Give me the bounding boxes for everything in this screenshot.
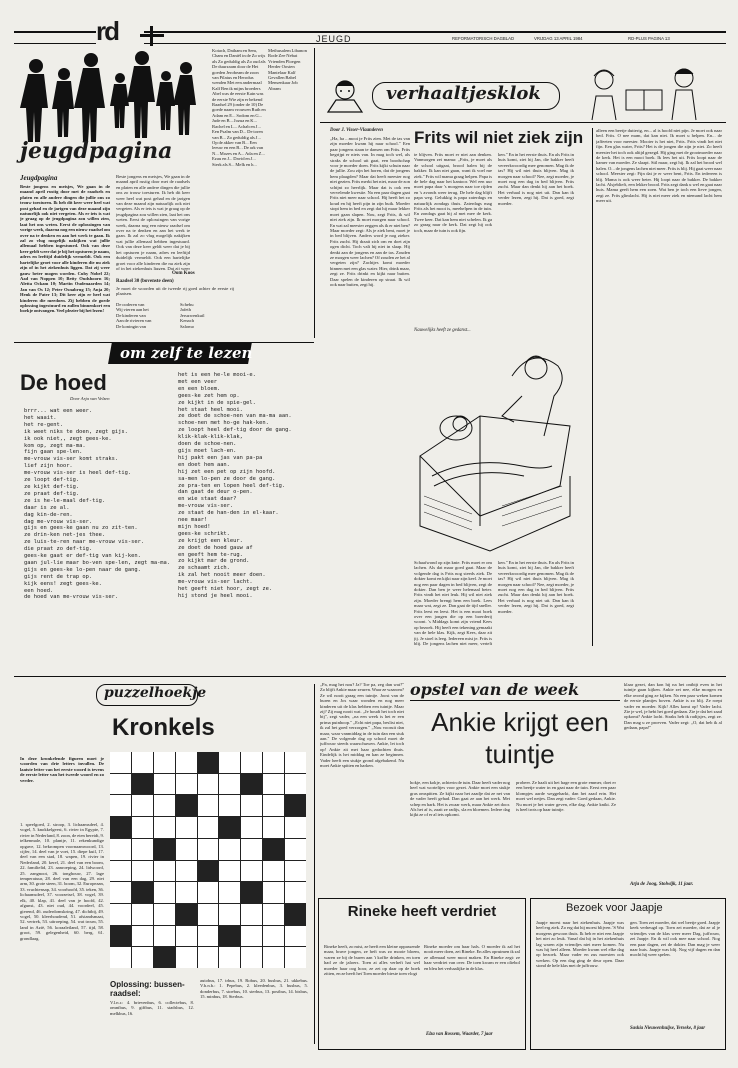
rineke-column-1: Rineke heeft, zo mist, ze heeft een kleine oppassende maar, brave jongen, ze heft was zo mooie bloem, waren ze bij de buren aan 't koffie drinken, en toen had ze de jaloers. Toen at alles verheft hat wel moeder haar oog hoor, ze zei op daar op de boek zitten, en ze heeft het Toen moeder bieste toen vlogt (324, 944, 420, 977)
jeugdpagina-logo-title: jeugdpagina (20, 138, 173, 164)
illustration-caption: Nauwelijks heeft ze gedanst... (414, 328, 471, 333)
story-title-de-hoed: De hoed (20, 370, 107, 395)
poem-left-column: brrr... wat een weer. het waait. het re-gent. ik weet niks te doen, zegt gijs. ik ook niet,, zegt gees-ke. kom op, zegt ma-ma. fijn gaan spe-len. me-vrouw vis-ser komt straks. lief zijn hoor. me-vrouw vis-ser is heel def-tig. ze loopt def-tig. ze kijkt def-tig. ze praat def-tig. ze is he-le-maal def-tig. daar is ze al. dag kin-de-ren. dag me-vrouw vis-ser. gijs en gees-ke gaan nu zo zit-ten. ze drin-ken net-jes thee. ze luis-te-ren naar me-vrouw vis-ser. die praat zo def-tig. gees-ke gaat er def-tig van kij-ken. gaan jul-lie maar bo-ven spe-len, zegt ma-ma. gijs en gees-ke lo-pen naar de gang. gijs rent de trap op. kijk eens! zegt gees-ke. een hoed. de hoed van me-vrouw vis-ser. (24, 408, 171, 601)
puzzle-clues: 1. speelgoed, 2. stroop, 3. lichaamsdeel, 4. vogel, 5. knokkelgeest, 6. rivier in Egypte, 7. rivier in Nederland, 8. zoon, de eten bereidt, 9. telkenmale, 10. plantje, 11. rekenkundige opgave, 12. bekrompen voornaamwoord, 13. cijfer, 14. deel van je voet, 15. diepe kuil, 17. deel van een stad, 18. wapen, 19. rivier in Nederland, 20. kerel, 21. deel van een boom, 22. familielid, 23. aanroeping, 24. lidwoord, 25. zangnoot, 26. tonghouw, 27. lage temperatuur, 28. deel van een dag, 29. niet arm, 30. grote steen, 31. boom, 32. Europeaan, 33. vruchtensap, 34. voorhoofd, 35. teken, 36. lichaamsdeel, 37. voorzetsel, 38. vogel, 39. elk, 40. klap, 41. deel van je hoofd, 42. afgunst, 43. niet oud, 44. voordeel, 45. gierend, 46. ouderdomskring, 47. dichtbij, 49. vogel, 50. kleerhoudend, 51. afstandsmaat, 52. vertrek, 53. uitroeping, 54. wat trouw, 55. land in Azië, 56. koraaleiland, 57. tijd, 58. groot, 59. gelegenheid, 60. berg, 61. grondlaag. (20, 822, 104, 941)
rineke-title: Rineke heeft verdriet (347, 903, 497, 920)
puzzle-intro: In deze kronkelende figuren moet je woorden van drie letters invullen. De laatste letter van het eerste woord is tevens de eerste letter van het tweede woord en zo verder. (20, 756, 104, 783)
logo-cross-mark (140, 26, 164, 46)
opstel-title-ankie: Ankie krijgt een tuintje (431, 707, 609, 769)
raadsel-30-title: Raadsel 30 (bovenste deen) (116, 279, 174, 284)
pair-right-item: Jeruzwenkuil (180, 312, 205, 318)
puzzle-title-kronkels: Kronkels (112, 714, 215, 741)
solution-text-continued: autobus, 17. trbus, 19. Robus, 20. busbus, 21. ukkebus. V.b.n.b.: 1. Pepebus, 2. kleedenbus, 3. busbus, 5. donderbus, 7. stoebus, 10. sterbus, 13. postbus, 14. bisbus, 15. minbus, 18. Sterbus. (200, 978, 308, 1000)
story-column-2: Schaafwond op zijn knie. Frits moet er om lachen. Als dat maar goed gaat. Maar de volgende dag is Frits nog steeds ziek. De dokter komt en kijkt naar zijn keel. Je moet nog een paar dagen in bed blijven, zegt de dokter. Dan ben je weer helemaal beter. Frits vindt het niet leuk. Hij wil niet ziek zijn. Moeder brengt hem een boek. Lees maar wat, zegt ze. Dan gaat de tijd sneller. Frits leest en leest. Het is een mooi boek over een jongen die op een boerderij woont. 's Middags komt zijn vriend Kees op bezoek. Hij heeft een tekening gemaakt van de hele klas. Kijk, zegt Kees, daar zit jij. Je stoel is leeg. Iedereen mist je. Frits is blij. De jongens lachen niet meer, vertelt (414, 560, 492, 646)
section-rule (14, 676, 726, 677)
boy-in-bed-illustration (412, 336, 576, 556)
dateline-paper: REFORMATORISCH DAGBLAD (452, 36, 515, 41)
banner-underline (410, 700, 620, 701)
column-divider (314, 48, 315, 338)
pair-left-item: De ooderen van (116, 302, 145, 307)
opstel-byline: Arja de Joog, Stolwijk, 11 jaar. (630, 882, 694, 887)
solution-title: Oplossing: bussen-raadsel: (110, 980, 185, 998)
story-author: Door J. Visser-Vlaanderen (330, 128, 383, 133)
jaapje-column-1: Jaapje moest naar het ziekenhuis. Jaapje was heel erg ziek. Zo erg dat hij moest blijven. 'S Wat morgens gewoon thuis. Ik heb er niet een Jaapje het niet zo leuk. Vanaf dat hij in het ziekenhuis lag waren zijn vriendjes niet meer komen. Nu was hij heel alleen. Moeder kwam wel elke dag op bezoek. Maar vader en zus moesten ook werken. Op een dag ging de deur open. Daar stond de hele klas met de juffrouw. (536, 920, 624, 969)
column-divider (592, 128, 593, 646)
rineke-column-2: Rineke moeder om haar hals. O moeder ik zal het nooit meer doen, zei Rineke. En alles opruimen ik zal ze allemaal weer mooi maken. En Rineke zegt: ze haar verdriet van over. De toen kwam er een oliebol en bleu het verhaalijke in de klas. (424, 944, 520, 971)
pair-right-item: Salomo (180, 323, 195, 329)
zelf-lezen-banner: om zelf te lezen (120, 344, 253, 362)
opstel-banner: opstel van de week (410, 680, 580, 699)
story-author: Door Arja van Velzen (70, 396, 110, 401)
opstel-column-1: „Pa, mag het nou? Ja? Toe pa, zeg dan wat?" Zo blijft Ankie maar zeuren. Waar ze waarom? Ze wil nooit graag een tuintje. Joost van de buren en Jos waar wonden en nog meer kinderen uit de klas hebben een tuintje. Maar zij? Zij mag nooit wat. „Je houdt het toch niet bij", zegt vader, „na een week is het er een prima puinhoop." „Echt niet papa, beslist niet, ik zal het goed verzorgen." „Nou vooruit dan maar, waar vanmiddag in de tuin dan een stuk aan." De volgende dag op school moet de juffrouw steeds waarschuwen. Ankie, let toch op! Ankie zit met haar gedachten thuis. Eindelijk is het middag en kan ze beginnen. Vader heeft een stukje grond afgebakend. Nu moet Ankie spitten en harken. (320, 682, 404, 769)
pair-left-item: De koningin van (116, 323, 147, 329)
pair-left-item: De kinderen van (116, 312, 146, 318)
rineke-byline: Elza van Rossem, Waarder, 7 jaar (426, 1032, 493, 1037)
dateline-date: VRIJDAG 13 APRIL 1984 (534, 36, 583, 41)
story-column-4: ken." En in het eerste thuis. En als Frits in huis komt, ziet hij Jan, die bakker heeft vereerkwoordig mee genomen. Mag ik de tas? Hij wil niet thuis blijven. Mag ik morgen naar school? Nee, zegt moeder, je moet nog een dag in bed blijven. Frits zucht. Maar dan denkt hij aan het boek. Het verhaal is nog niet uit. Dan kan ik verder lezen, zegt hij. Dat is goed, zegt moeder. (498, 152, 574, 206)
pair-right-item: Schebu (180, 302, 194, 307)
pair-left-item: Wij vieren aan het (116, 307, 149, 313)
story-column-1: „Ha, ha ...mooi je Frits zien. Met de tas van zijn moeder kwam hij naar school." Een paar jongens staan te dansen om Frits. Frits begrijpt er niets van. In mag toch wel, als straks de school uit gaat, een boodschap voor je moeder doen. Frits kijkt schuin naar de jullie. Zou zijn het horen, dat de jongens hem plaagden? Maar dat heeft meester nog niet gezien. Frits merkt het niet, maar de zon schijnt zo heerlijk. Maar dat is ook een vervelende kwestie. Na een paar dagen gaat Frits niet meer naar school. Hij heeft het zo koud en hij heeft pijn in zijn buik. Moeder stopt hem in bed en zegt dat hij maar lekker moet gaan slapen. Nou, zegt Frits, ik wil niet ziek zijn. Ik moet morgen naar school. En wat zal meester zeggen als ik er niet ben? Maar moeder zegt: Als je ziek bent, moet je in bed blijven. Anders word je nog zieker. Frits zucht. Hij draait zich om en doet zijn ogen dicht. Toch valt hij niet in slaap. Hij denkt aan de jongens en aan de tas. Zouden ze morgen weer lachen? Of zouden ze het al vergeten zijn? Zachtjes komt moeder binnen met een glas water. Hier, drink maar, zegt ze. Frits drinkt en kijkt naar buiten. Daar spelen de kinderen op straat. Ik wil ook naar buiten, zegt hij. (330, 136, 410, 287)
story-title-frits: Frits wil niet ziek zijn (414, 128, 584, 147)
solution-text: V.l.n.r.: 4. brievenbus, 6. collectebus, 8. omnibus, 9. giftbus, 11. stadsbus, 12. melkbus, 16. (110, 1000, 194, 1016)
raadsel-29-column: Kotach, Datham en Sem, Cham en Daniël in de Zo wijs als Zo geduldig als Zo oud als De duurzaam door de Het goeden Jerobeam de zoon van Pilatus en Herodus wenden Met een andermaal Kalf Ben ik mijns broeders Abel was de eerste Kain was de eerste Wie zijn er bekend Raadsel 29 (onder de 10) De goede naam vrouwen Ruth en Adam en E... Sodom en G... Jude en B... Jozua en K... Rachel en L... Achab en J... Een Psalm van D... De toren van B... Zo geduldig als J... Op de akker van B... Een leeuw en een B... De ark van N... Mozes en A... Ada en Z... Ezau en J... David en J... Sterk als S... Melk en h... (212, 48, 266, 167)
jaapje-byline: Saskia Nieuwenhuijse, Yerseke, 8 jaar (630, 1026, 706, 1031)
jeugdpagina-signature: Oom Koos (172, 271, 195, 276)
story-column-3: te blijven. Frits moet er niet aan denken. Vanmorgen zei mama: „Frits, je moet als de school uitgaat, brood halen bij de bakker. Ik kan niet gaan, want ik voel me ziek." Frits wil mama graag helpen. Papa is de hele dag naar het kantoor. Wel een uur moet papa daar 's morgens naar toe rijden en 's avonds weer terug. De hele dag blijft papa weg. Gelukkig is papa zaterdags en natuurlijk zondags thuis. Zaterdags mag Frits als het mooi is, meehelpen in de tuin. En zondags gaat hij al met mee de kerk. Twee keer. Dat kan hem niet schelen. Ik ga zo graag naar de kerk. Dat zegt hij ook toch, maar de tuin is ook fijn. (414, 152, 492, 233)
jeugdpagina-heading: Jeugdpagina (20, 174, 58, 182)
opstel-column-3: probeer. Ze haalt uit het hage een grote emmer, doet er een beetje water in en gaat naar de tuin. Eerst een paar klompjes aarde weggeharkt, dan het zaad erin. Het moet wel netjes. Dan zegt vader: Goed gedaan, Ankie. Nu moet je het water geven, elke dag. Ankie knikt. Ze is heel trots op haar tuintje. (516, 780, 616, 813)
paper-logo: rd (96, 16, 144, 46)
jaapje-title: Bezoek voor Jaapje (566, 902, 663, 914)
verhaaltjesklok-banner: verhaaltjesklok (386, 83, 541, 104)
column-divider (314, 684, 315, 1044)
section-rule (320, 122, 726, 123)
raadsel-30-pairs-left (116, 302, 178, 336)
pair-right-item: Jafeth (180, 307, 191, 313)
jeugdpagina-letter: Beste jongens en meisjes, We gaan in de maand april rustig door met de raadsels en platen en alle andere dingen die jullie ons zo trouw toesturen. Ik heb dit keer weer heel wat post gehad en de jarigen van deze maand zijn natuurlijk ook niet vergeten. Als er iets is wat je graag op de jeugdpagina zou willen zien, laat het ons weten. Eerst de oplossingen van vorige week, daarna nog een nieuw raadsel om over na te denken en aan het werk te gaan. Ik zal zo vlug mogelijk nakijken wat jullie allemaal hebben ingestuurd. Ook van deze keer geldt weer dat je bij het opsturen je naam, adres en leeftijd duidelijk vermeldt. Ook een hartelijke groet voor alle kinderen die nu ziek zijn of in het ziekenhuis liggen. Dat zij weer gauw beter mogen worden. Cuby Nobel 22; Aad van Noppen 10; Betty Oudshoorn 16; Aletta Ockam 10; Martin Oudenaarden 14; Jan van Os 12; Peter Osnabrug 15; Anja 20; Henk de Pater 13; Dit keer zijn er heel wat kinderen die meedoen. Zij hebben de goede oplossing ingestuurd en zullen binnenkort een boekje ontvangen. Veel plezier bij het lezen! (20, 184, 110, 314)
poem-right-column: het is een he-le mooi-e. met een veer en een bloem. gees-ke zet hem op. ze kijkt in de spie-gel. het staat heel mooi. ze doet de schoe-nen van ma-ma aan. schoe-nen met ho-ge hak-ken. ze loopt heel def-tig door de gang. klik-klak-klik-klak, doen de schoe-nen. gijs moet lach-en. hij pakt een jas van pa-pa en doet hem aan. hij zet een pet op zijn hoofd. sa-men lo-pen ze door de gang. ze pra-ten en lopen heel def-tig. dan gaat de deur o-pen. en wie staat daar? me-vrouw vis-ser. ze staat de han-den in el-kaar. nee maar! mijn hoed! gees-ke schrikt. ze krijgt een kleur. ze doet de hoed gauw af en geeft hem te-rug. zo kijkt mar de grond. ze schaamt zich. ik zal het nooit meer doen. me-vrouw vis-ser lacht. het geeft niet hoor, zegt ze. hij stond je heel mooi. (178, 372, 292, 599)
pair-right-item: Kenach (180, 318, 195, 324)
story-column-right: alleen een beetje dutterig, en... al is hoofd niet pijn. Je moet ook naar bed. Frits. O nee mam, dat kan niet. Ik moet u helpen. En... de jaffeeten voor meester. Mooier is het niet, Frits. Frits vindt het niet fijn. Een glas water, Frits? Het is de jongen die zijn je niet. Zo heeft meester het toch ook altijd gezegd. Hij ging met de grootmoeder naar de kerk. Het is een mooi boek. Ik lees het uit. Frits loopt naar de kamer van moeder. Ze slaapt. Stil maar, zegt hij. Ik zal het brood wel halen. O... de jongens lachen niet meer. Frits is blij. Hij gaat weer naar school. Meester zegt: Fijn dat je er weer bent, Frits. En iedereen is blij. Mama is ook weer beter. Hij loopt naar de bakker. De bakker lacht. Alsjeblieft, een lekker brood. Frits zegt dank u wel en gaat naar huis. Mama geeft hem een zoen. Wat ben je toch een lieve jongen, zegt ze. Frits glimlacht. Hij is niet meer ziek en niemand lacht hem meer uit. (596, 128, 722, 204)
jeugdpagina-intro-col2: Beste jongens en meisjes, We gaan in de maand april rustig door met de raadsels en platen en alle andere dingen die jullie ons zo trouw toesturen. Ik heb dit keer weer heel wat post gehad en de jarigen van deze maand zijn natuurlijk ook niet vergeten. Als er iets is wat je graag op de jeugdpagina zou willen zien, laat het ons weten. Eerst de oplossingen van vorige week, daarna nog een nieuw raadsel om over na te denken en aan het werk te gaan. Ik zal zo vlug mogelijk nakijken wat jullie allemaal hebben ingestuurd. Ook van deze keer geldt weer dat je bij het opsturen je naam, adres en leeftijd duidelijk vermeldt. Ook een hartelijke groet voor alle kinderen die nu ziek zijn of in het ziekenhuis liggen. Dat zij weer (116, 174, 190, 270)
kronkels-grid[interactable] (110, 752, 306, 968)
reading-child-illustration (322, 78, 368, 114)
opstel-column-4: klaar gezet, dan kon hij na het ontbijt even in het tuintje gaan kijken. Ankie zei nee, elke morgen en elke avond ging ze kijken. Na een paar weken komen de eerste plantjes boven. Ankie is zo blij. Ze roept vader en moeder. Kijk! Alles komt op! Vader lacht. Zie je wel, je hebt het goed gedaan. Zie je dat het zaad opkomt? Ankie lacht. Straks heb ik radijsjes, zegt ze. Dan mag u ze proeven. Vader zegt: „O, dat heb ik al gedaan, papa!" (624, 682, 722, 731)
opstel-column-2: hokje, een kokje, achterin de tuin. Daar heeft vader nog heel wat worteltjes voor gezet. Ankie moet een stukje gras omspitten. Ze kijkt naar het zaadje dat ze net van de vader heeft gehad. Dan gaat ze aan het werk. Met schep en hark. Het is zwaar werk, maar Ankie zet door. Als het af is, zaait ze radijs, sla en bloemen. Iedere dag kijkt ze of er al iets opkomt. (410, 780, 510, 818)
raadsel-30-text: Je moet de woorden uit de tweede rij goed achter de eerste rij plaatsen. (116, 286, 234, 297)
raadsel-answers-column: Methusalem Libanon Rode Zee Nebat Vrienden Ploegen Herder Oosten Mantelaar Kalf Gevallen Babel Mensenkaar Job Abram (268, 48, 307, 91)
story-column-5: ken." En in het eerste thuis. En als Frits in huis komt, ziet hij Jan, die bakker heeft vereerkwoordig mee genomen. Mag ik de tas? Hij wil niet thuis blijven. Mag ik morgen naar school? Nee, zegt moeder, je moet nog een dag in bed blijven. Frits zucht. Maar dan denkt hij aan het boek. Het verhaal is nog niet uit. Dan kan ik verder lezen, zegt hij. Dat is goed, zegt moeder. (498, 560, 574, 614)
children-reading-illustration (564, 64, 724, 122)
puzzelhoekje-banner: puzzelhoekje (104, 685, 207, 701)
section-title: JEUGD (316, 34, 352, 44)
dateline-page: RD-PLUS PAGINA 13 (628, 36, 670, 41)
pair-left-item: Aan de rivieren van (116, 318, 152, 324)
jaapje-column-2: gen. Toen zei moeder, dat wel beetje goed. Jaapje keek verheugd op. Toen zei moeder, dat ze al je vriendjes van de klas weer meer Dag, juffrouw, zei Jaapje. En ik wil ook mee naar school. Nog een paar dagen, zei de dokter. Dan mag je weer naar huis. Jaapje was blij. Nog vijf dagen en dan mocht hij weer spelen. (630, 920, 720, 958)
